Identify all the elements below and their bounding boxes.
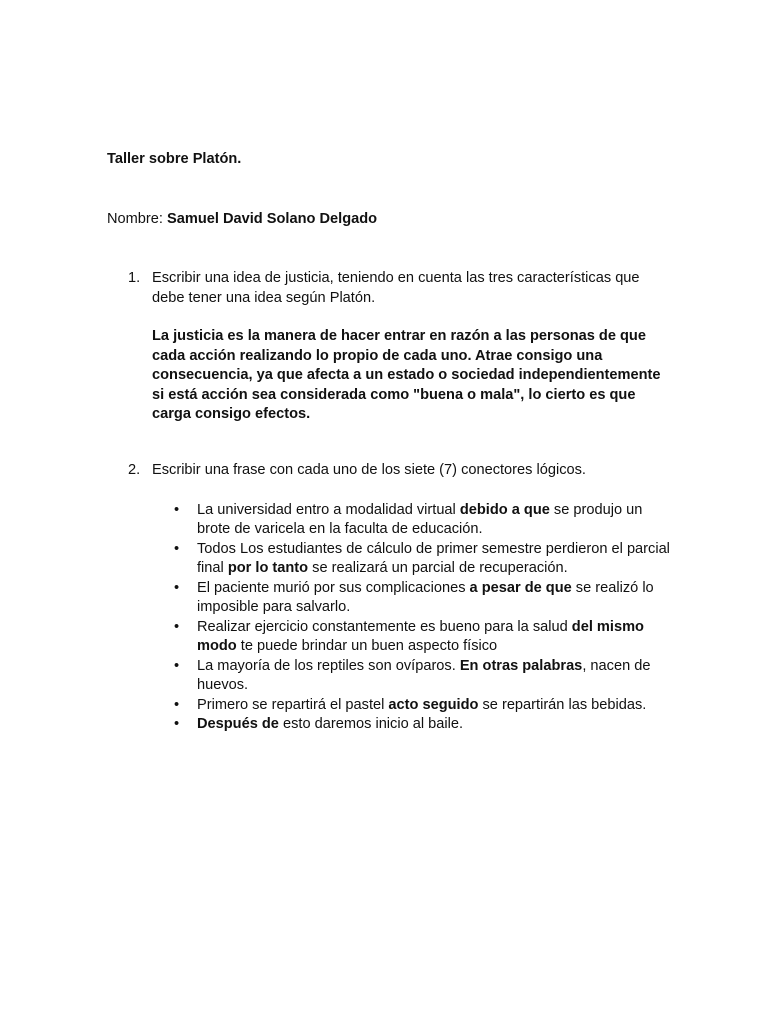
bullet-icon: • [174,716,180,732]
sentence-text: La mayoría de los reptiles son ovíparos. [197,657,460,674]
name-label: Nombre: [107,211,168,227]
sentence-text: , nacen de huevos. [197,657,651,693]
sentence-text: se repartirán las bebidas. [478,696,647,713]
student-name: Samuel David Solano Delgado [167,211,378,227]
name-line [107,210,377,230]
question-1-prompt: Escribir una idea de justicia, teniendo en cuenta las tres características que debe tener una idea según Platón. [152,270,640,306]
bullet-icon: • [174,657,180,674]
list-item [128,540,673,579]
bullet-icon: • [174,540,180,557]
question-1-number: 1. [128,270,141,286]
sentence-text: esto daremos inicio al baile. [278,716,464,732]
question-2-number: 2. [128,462,141,478]
connector-text: a pesar de que [469,579,572,596]
sentence-text: Realizar ejercicio constantemente es bueno para la salud [197,618,572,635]
sentence-text: se produjo un brote de varicela en la faculta de educación. [197,501,643,537]
bullet-icon: • [174,696,180,713]
sentence-text: Todos Los estudiantes de cálculo de primer semestre perdieron el parcial final [197,540,670,576]
list-item [128,696,673,716]
document-title: Taller sobre Platón. [107,151,242,167]
list-item [128,501,673,540]
bullet-icon: • [174,579,180,596]
connector-list [128,501,673,735]
bullet-icon: • [174,501,180,518]
list-item [128,579,673,618]
connector-text: En otras palabras [459,657,583,674]
sentence-text: se realizará un parcial de recuperación. [308,560,568,576]
connector-text: debido a que [459,501,550,518]
connector-text: por lo tanto [227,560,309,576]
question-2 [128,461,673,735]
question-1-answer: La justicia es la manera de hacer entrar en razón a las personas de que cada acción realizando lo propio de cada uno. Atrae consigo una consecuencia, ya que afecta a un estado o sociedad independientemente si está acción sea considerada como "buena o mala", lo cierto es que carga consigo efectos. [152,328,661,422]
sentence-text: te puede brindar un buen aspecto físico [236,638,498,654]
list-item [128,715,673,735]
question-1 [128,269,673,425]
sentence-text: La universidad entro a modalidad virtual [197,501,460,518]
list-item [128,657,673,696]
bullet-icon: • [174,618,180,635]
connector-text: Después de [197,716,279,732]
list-item [128,618,673,657]
sentence-text: se realizó lo imposible para salvarlo. [197,579,654,615]
connector-text: del mismo modo [197,618,644,654]
question-2-prompt: Escribir una frase con cada uno de los siete (7) conectores lógicos. [152,462,586,478]
sentence-text: Primero se repartirá el pastel [197,696,389,713]
sentence-text: El paciente murió por sus complicaciones [197,579,470,596]
connector-text: acto seguido [388,696,479,713]
